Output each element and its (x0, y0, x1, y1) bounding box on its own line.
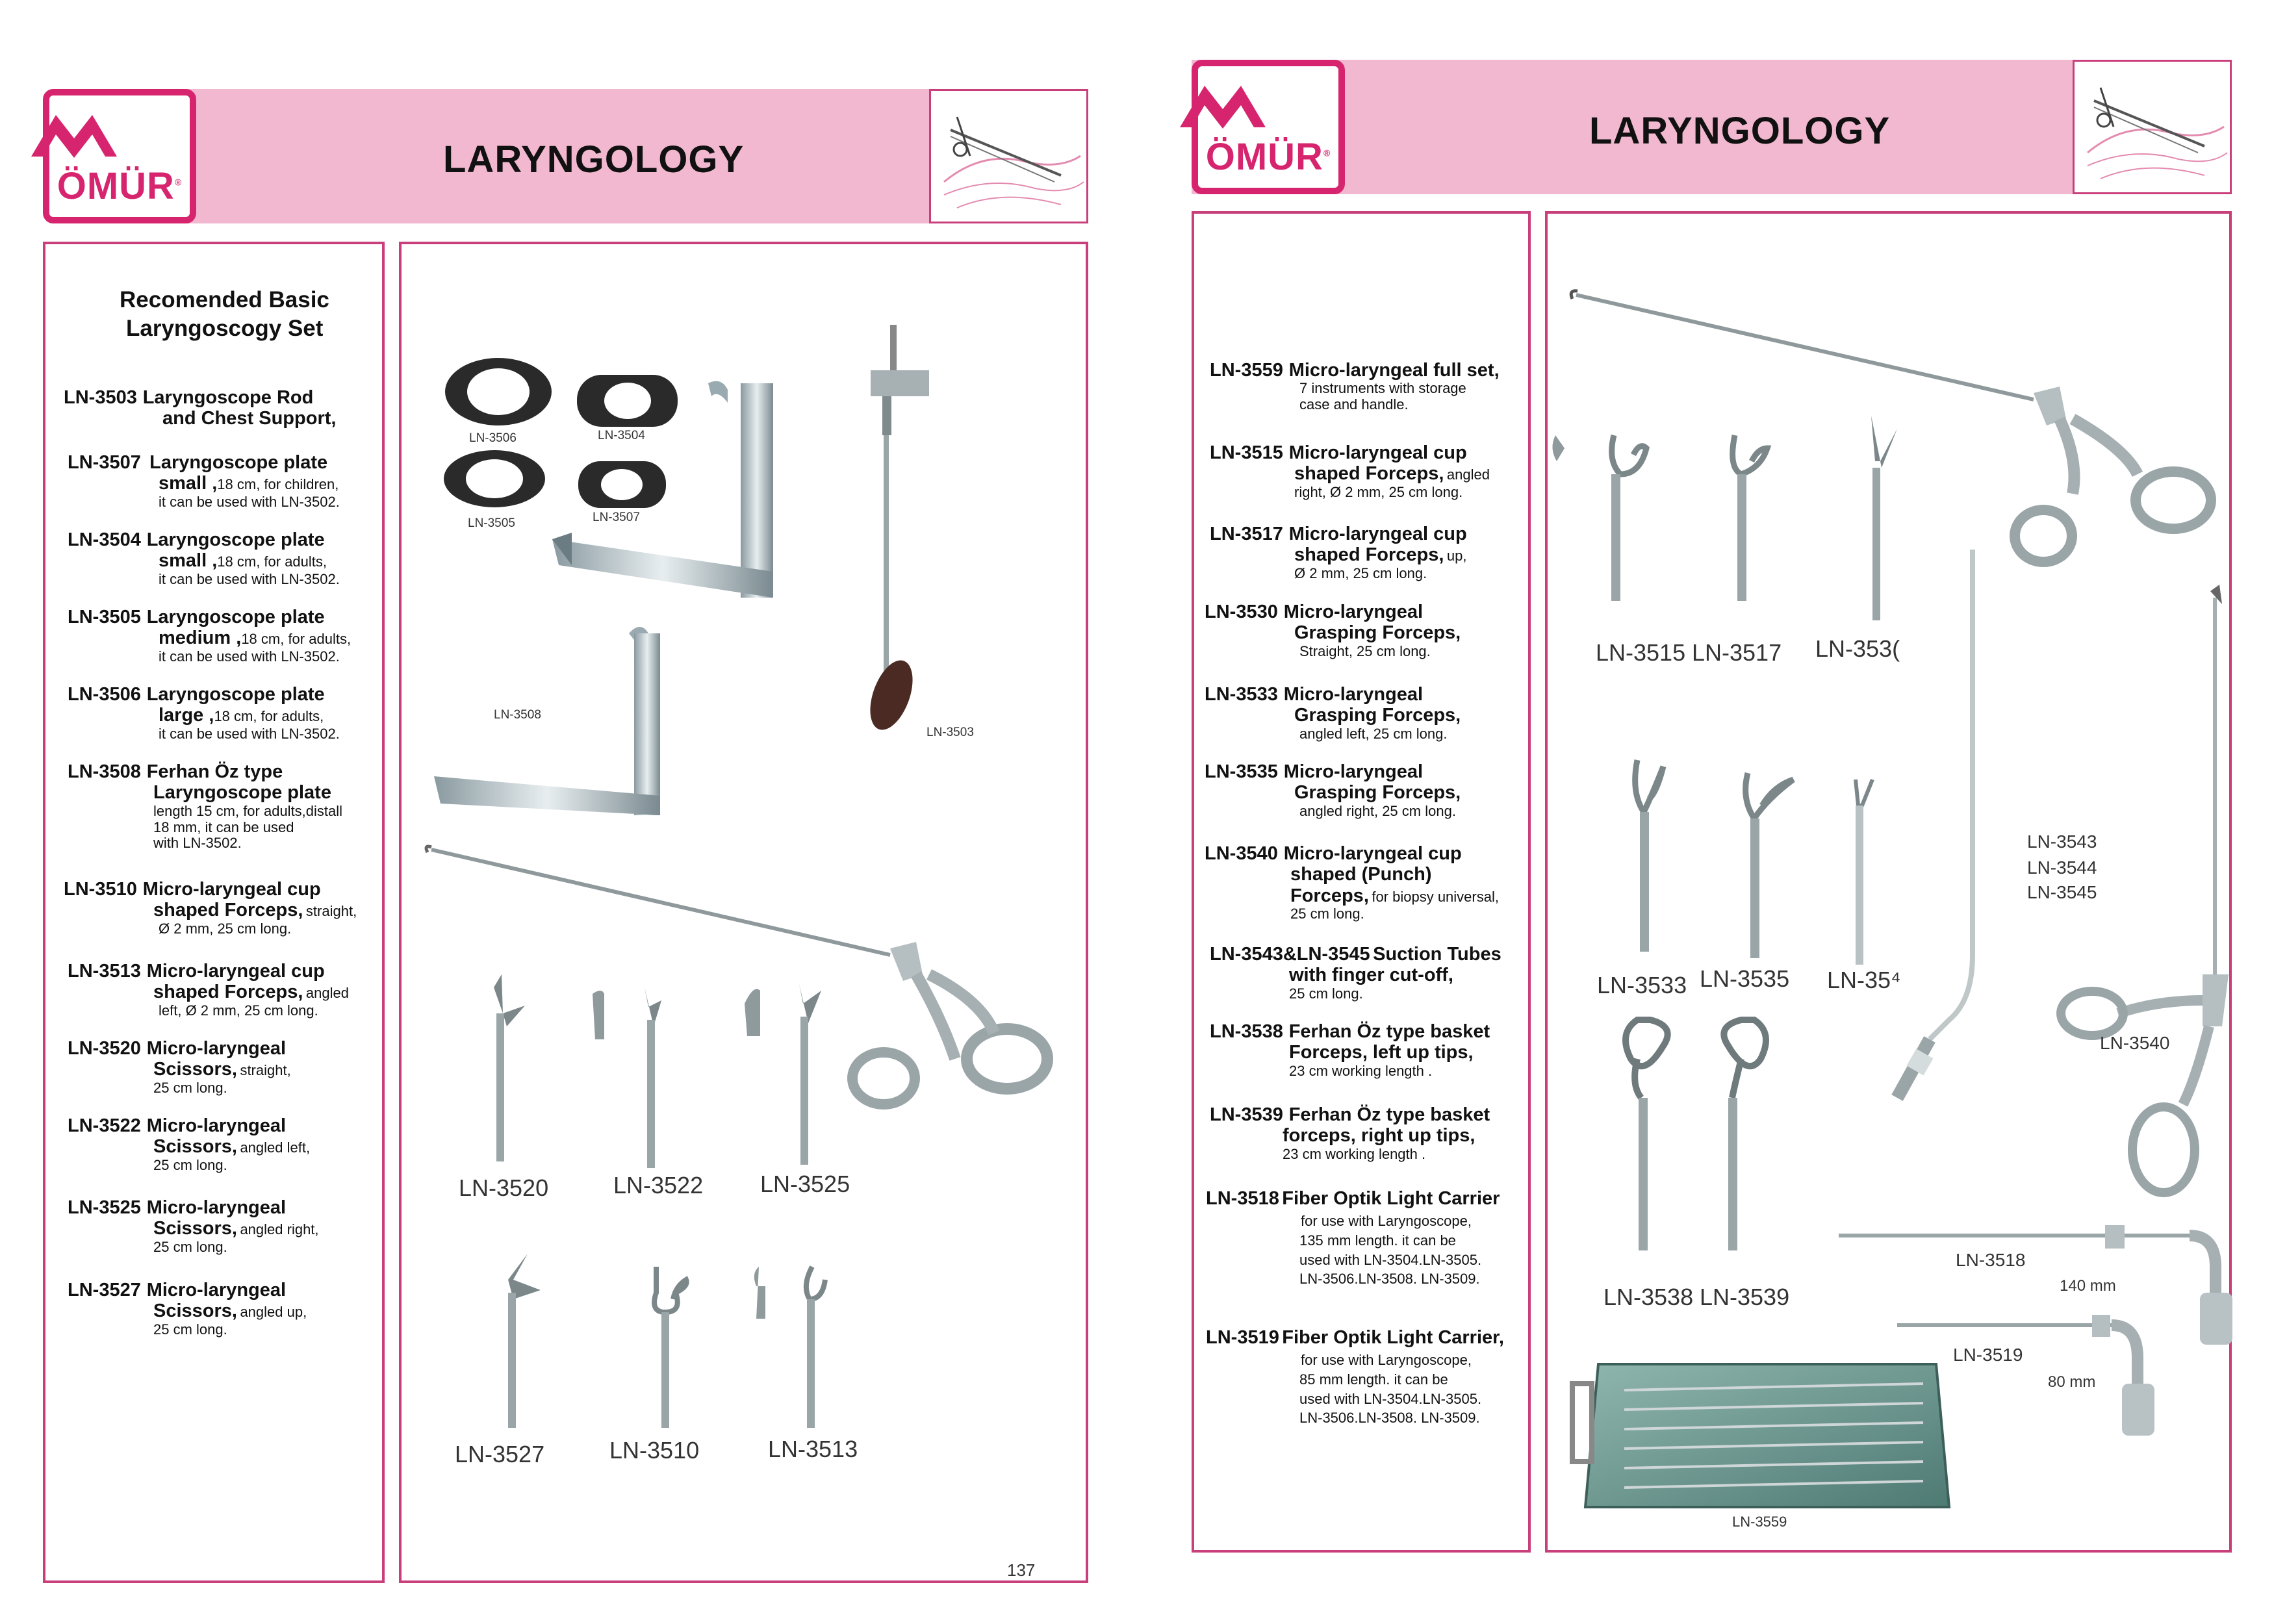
right-page-title: LARYNGOLOGY (1589, 110, 1891, 152)
label-ln-3535: LN-3535 (1700, 965, 1790, 992)
label-ln-3520: LN-3520 (459, 1174, 549, 1201)
left-brand-logo: ÖMÜR® (43, 89, 196, 223)
omur-m-icon-right (1177, 81, 1268, 133)
forceps-ln-354x-image (1843, 773, 1882, 968)
label-ln-3533: LN-3533 (1597, 972, 1687, 998)
page-number: 137 (1007, 1560, 1036, 1580)
left-page-title: LARYNGOLOGY (443, 138, 745, 181)
forceps-ln-3533-image (1618, 754, 1683, 955)
label-ln-3540: LN-3540 (2100, 1033, 2170, 1053)
right-header-thumbnail (2073, 60, 2232, 194)
entry-ln-3505: LN-3505 Laryngoscope plate medium ,18 cm, for adults, it can be used with LN-3502. (68, 607, 351, 665)
brand-name-right: ÖMÜR (1205, 136, 1323, 178)
scissors-ln-3527-image (485, 1254, 543, 1429)
scissors-ln-3525-image (741, 978, 825, 1166)
label-ln-3559: LN-3559 (1732, 1514, 1787, 1530)
label-ln-3525: LN-3525 (760, 1171, 850, 1197)
entry-ln-3513: LN-3513 Micro-laryngeal cup shaped Forceps, angled left, Ø 2 mm, 25 cm long. (68, 961, 349, 1019)
scissors-ln-3522-image (589, 981, 673, 1169)
entry-ln-3503: LN-3503 Laryngoscope Rod and Chest Support, (64, 387, 337, 429)
entry-ln-3520: LN-3520 Micro-laryngeal Scissors, straight, 25 cm long. (68, 1038, 291, 1096)
label-ln-3510: LN-3510 (609, 1437, 700, 1464)
entry-ln-3559: LN-3559 Micro-laryngeal full set, 7 instruments with storage case and handle. (1210, 360, 1500, 413)
label-ln-3513: LN-3513 (768, 1436, 858, 1462)
label-ln-3545: LN-3545 (2027, 882, 2097, 902)
label-ln-3506: LN-3506 (469, 431, 517, 445)
entry-ln-3525: LN-3525 Micro-laryngeal Scissors, angled right, 25 cm long. (68, 1197, 319, 1255)
laryngoscope-blade-image (552, 377, 825, 611)
right-brand-logo: ÖMÜR® (1192, 60, 1345, 194)
larynx-illustration-icon (931, 91, 1087, 221)
entry-ln-3539: LN-3539 Ferhan Öz type basket forceps, right up tips, 23 cm working length . (1210, 1104, 1490, 1162)
label-ln-3527: LN-3527 (455, 1441, 545, 1467)
label-ln-354x: LN-35⁴ (1827, 967, 1901, 993)
entry-ln-3540: LN-3540 Micro-laryngeal cup shaped (Punch) Forceps, for biopsy universal, 25 cm long. (1205, 843, 1499, 922)
label-ln-3507: LN-3507 (593, 511, 640, 524)
label-ln-3522: LN-3522 (613, 1172, 704, 1199)
entry-ln-3535: LN-3535 Micro-laryngeal Grasping Forceps, angled right, 25 cm long. (1205, 761, 1461, 819)
label-ln-3530: LN-353( (1815, 635, 1900, 662)
entry-ln-3510: LN-3510 Micro-laryngeal cup shaped Forceps, straight, Ø 2 mm, 25 cm long. (64, 879, 357, 937)
label-ln-3504: LN-3504 (598, 429, 645, 442)
label-ln-3508: LN-3508 (494, 708, 541, 722)
set-heading: Recomended Basic Laryngoscogy Set (120, 287, 329, 341)
ferhan-oz-blade-image (434, 620, 694, 835)
basket-forceps-ln-3539-image (1702, 1007, 1780, 1254)
entry-ln-3515: LN-3515 Micro-laryngeal cup shaped Forceps, angled right, Ø 2 mm, 25 cm long. (1210, 442, 1490, 500)
laryngoscope-rod-image (845, 312, 955, 734)
suction-tube-image (1884, 552, 1982, 1124)
basket-forceps-ln-3538-image (1611, 1007, 1689, 1254)
label-140mm: 140 mm (2060, 1277, 2116, 1295)
label-ln-3539: LN-3539 (1700, 1284, 1790, 1310)
label-ln-3543: LN-3543 (2027, 831, 2097, 852)
entry-ln-3543-3545: LN-3543&LN-3545 Suction Tubes with finger cut-off, 25 cm long. (1210, 944, 1501, 1002)
entry-ln-3517: LN-3517 Micro-laryngeal cup shaped Forceps, up, Ø 2 mm, 25 cm long. (1210, 524, 1467, 581)
entry-ln-3506: LN-3506 Laryngoscope plate large ,18 cm, for adults, it can be used with LN-3502. (68, 684, 340, 742)
entry-ln-3533: LN-3533 Micro-laryngeal Grasping Forceps, angled left, 25 cm long. (1205, 684, 1461, 742)
storage-case-ln-3559-image (1572, 1351, 1962, 1520)
label-80mm: 80 mm (2048, 1373, 2096, 1391)
forceps-ln-3517-image (1715, 422, 1787, 604)
larynx-illustration-icon-right (2075, 62, 2230, 192)
entry-ln-3538: LN-3538 Ferhan Öz type basket Forceps, left up tips, 23 cm working length . (1210, 1021, 1490, 1079)
forceps-ln-3510-image (637, 1260, 695, 1429)
entry-ln-3518: LN-3518 Fiber Optik Light Carrier for use with Laryngoscope, 135 mm length. it can be used with LN-3504.LN-3505. LN-3506.LN-3508. LN-3509. (1206, 1188, 1500, 1288)
entry-ln-3519: LN-3519 Fiber Optik Light Carrier, for use with Laryngoscope, 85 mm length. it can be used with LN-3504.LN-3505. LN-3506.LN-3508. LN-3509. (1206, 1327, 1504, 1427)
plate-ln-3506-image (443, 356, 554, 427)
omur-m-icon (29, 110, 120, 162)
forceps-ln-3535-image (1728, 760, 1800, 961)
plate-ln-3505-image (443, 450, 546, 508)
entry-ln-3522: LN-3522 Micro-laryngeal Scissors, angled left, 25 cm long. (68, 1115, 311, 1173)
entry-ln-3508: LN-3508 Ferhan Öz type Laryngoscope plate length 15 cm, for adults,distall 18 mm, it can be used with LN-3502. (68, 761, 343, 852)
label-ln-3515: LN-3515 (1596, 639, 1686, 666)
label-ln-3538: LN-3538 (1603, 1284, 1694, 1310)
label-ln-3519: LN-3519 (1953, 1345, 2023, 1365)
entry-ln-3527: LN-3527 Micro-laryngeal Scissors, angled up, 25 cm long. (68, 1280, 307, 1338)
punch-forceps-ln-3540-image (2040, 585, 2235, 1267)
label-ln-3517: LN-3517 (1692, 639, 1782, 666)
left-header-thumbnail (929, 89, 1088, 223)
forceps-ln-3515-image (1549, 422, 1692, 604)
label-ln-3544: LN-3544 (2027, 857, 2097, 878)
label-ln-3518: LN-3518 (1956, 1250, 2026, 1270)
label-ln-3503: LN-3503 (926, 726, 974, 739)
brand-name: ÖMÜR (57, 165, 175, 207)
entry-ln-3530: LN-3530 Micro-laryngeal Grasping Forceps, Straight, 25 cm long. (1205, 602, 1461, 659)
label-ln-3505: LN-3505 (468, 516, 515, 530)
entry-ln-3504: LN-3504 Laryngoscope plate small ,18 cm, for adults, it can be used with LN-3502. (68, 529, 340, 587)
scissors-ln-3520-image (474, 974, 526, 1163)
forceps-ln-3513-image (747, 1260, 832, 1429)
entry-ln-3507: LN-3507 Laryngoscope plate small ,18 cm, for children, it can be used with LN-3502. (68, 452, 340, 510)
